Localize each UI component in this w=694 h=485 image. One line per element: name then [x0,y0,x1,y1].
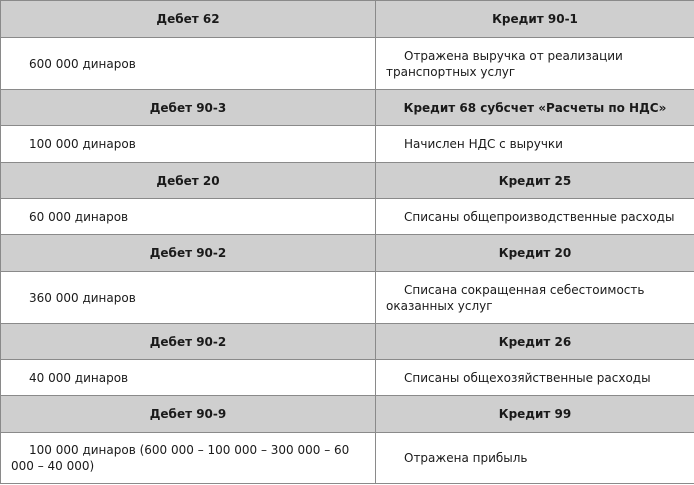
entry-amount: 40 000 динаров [29,370,129,385]
entry-header-row [1,396,694,433]
entry-amount-cell [1,433,376,484]
entry-header-row [1,324,694,360]
entry-amount: 60 000 динаров [29,209,129,224]
debit-account: Дебет 62 [1,1,376,38]
entry-amount: 600 000 динаров [29,56,136,71]
entry-description: Отражена выручка от реализации транспортных услуг [386,48,623,79]
debit-account: Дебет 90-2 [1,324,376,360]
entry-description-cell [376,433,694,484]
entry-detail-row [1,38,694,90]
entry-detail-row [1,126,694,163]
entry-amount-cell [1,126,376,163]
credit-account: Кредит 99 [376,396,694,433]
entry-description: Списаны общепроизводственные расходы [404,209,675,224]
entry-detail-row [1,199,694,235]
debit-account: Дебет 20 [1,163,376,199]
entry-amount: 360 000 динаров [29,290,136,305]
entry-description-cell [376,199,694,235]
debit-account: Дебет 90-3 [1,90,376,126]
entry-description-cell [376,38,694,90]
entry-description-cell [376,360,694,396]
entry-amount: 100 000 динаров (600 000 – 100 000 – 300 000 – 60 000 – 40 000) [11,443,350,473]
entry-detail-row [1,433,694,484]
credit-account: Кредит 20 [376,235,694,272]
credit-account: Кредит 68 субсчет «Расчеты по НДС» [376,90,694,126]
entry-detail-row [1,360,694,396]
entry-header-row [1,163,694,199]
credit-account: Кредит 26 [376,324,694,360]
entry-amount-cell [1,38,376,90]
entry-description: Списана сокращенная себестоимость оказанных услуг [386,282,645,313]
entry-amount: 100 000 динаров [29,137,136,151]
entry-description-cell [376,272,694,324]
entry-header-row [1,90,694,126]
entry-detail-row [1,272,694,324]
entry-amount-cell [1,199,376,235]
entry-header-row [1,235,694,272]
entry-description: Отражена прибыль [404,451,528,465]
debit-account: Дебет 90-9 [1,396,376,433]
entry-description: Списаны общехозяйственные расходы [404,370,651,385]
entry-amount-cell [1,272,376,324]
entry-description: Начислен НДС с выручки [404,137,563,151]
entry-description-cell [376,126,694,163]
credit-account: Кредит 25 [376,163,694,199]
entry-amount-cell [1,360,376,396]
debit-account: Дебет 90-2 [1,235,376,272]
credit-account: Кредит 90-1 [376,1,694,38]
entry-header-row [1,1,694,38]
